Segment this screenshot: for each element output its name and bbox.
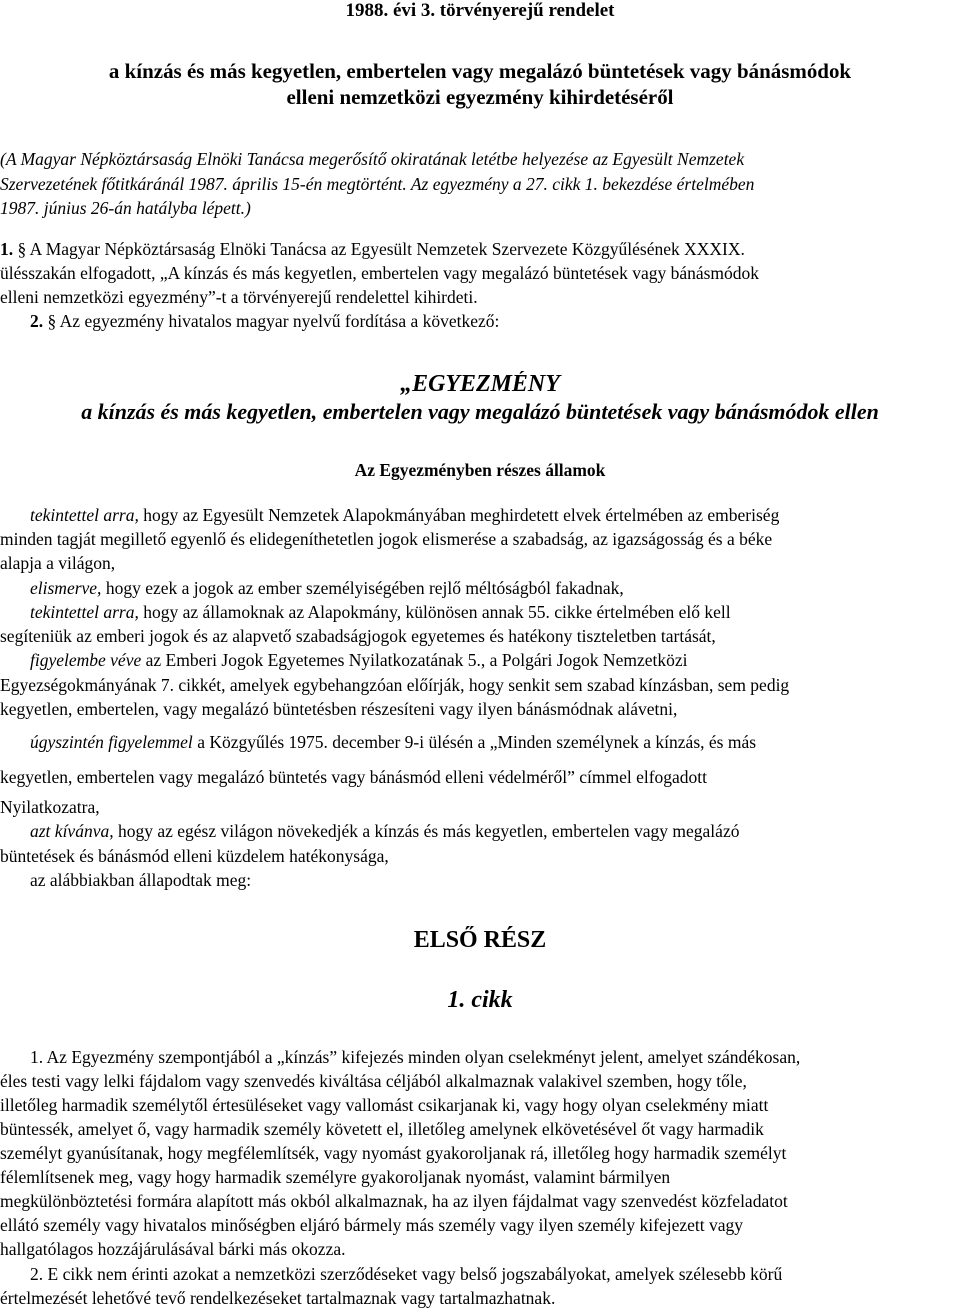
section-1-line1: 1. § A Magyar Népköztársaság Elnöki Tanácsa az Egyesült Nemzetek Szervezete Közgyűlésének XXXIX. — [0, 239, 745, 259]
part-title: ELSŐ RÉSZ — [413, 927, 547, 953]
recital-7-line: az alábbiakban állapodtak meg: — [30, 870, 252, 890]
article-1-paragraph-1-line4: büntessék, amelyet ő, vagy harmadik személy követett el, illetőleg amelynek elkövetésével őt vagy harmadik — [0, 1119, 764, 1139]
section-1-number: 1. — [0, 239, 14, 259]
parties-heading: Az Egyezményben részes államok — [354, 460, 606, 480]
document-subtitle-line2: elleni nemzetközi egyezmény kihirdetéséről — [286, 85, 674, 109]
section-1-line3: elleni nemzetközi egyezmény”-t a törvényerejű rendelettel kihirdeti. — [0, 287, 478, 307]
section-2-number: 2. — [30, 311, 44, 331]
recital-3-line1: tekintettel arra, hogy az államoknak az Alapokmány, különösen annak 55. cikke értelmében elő kell — [30, 602, 731, 622]
recital-3-line2: segíteniük az emberi jogok és az alapvető szabadságjogok egyetemes és hatékony tiszteletben tartását, — [0, 626, 716, 646]
recital-6-line2: büntetések és bánásmód elleni küzdelem hatékonysága, — [0, 846, 389, 866]
recital-5-line2: kegyetlen, embertelen vagy megalázó büntetés vagy bánásmód elleni védelméről” címmel elfogadott — [0, 767, 708, 787]
article-1-paragraph-1-line3: illetőleg harmadik személytől értesüléseket vagy vallomást csikarjanak ki, vagy hogy olyan cselekmény miatt — [0, 1095, 769, 1115]
convention-subtitle: a kínzás és más kegyetlen, embertelen vagy megalázó büntetések vagy bánásmódok ellen — [81, 399, 879, 424]
article-1-paragraph-1-line7: megkülönböztetési formára alapított más okból alkalmaznak, ha az ilyen fájdalmat vagy szenvedést közfeladatot — [0, 1191, 788, 1211]
recital-4-line1: figyelembe véve az Emberi Jogok Egyetemes Nyilatkozatának 5., a Polgári Jogok Nemzetközi — [30, 650, 688, 670]
article-1-paragraph-2-line2: értelmezését lehetővé tevő rendelkezéseket tartalmaznak vagy tartalmazhatnak. — [0, 1288, 556, 1308]
preamble-note-line2: Szervezetének főtitkáránál 1987. április 15-én megtörtént. Az egyezmény a 27. cikk 1. bekezdése értelmében — [0, 174, 755, 194]
preamble-note-line1: (A Magyar Népköztársaság Elnöki Tanácsa megerősítő okiratának letétbe helyezése az Egyesült Nemzetek — [0, 149, 745, 169]
document-subtitle-line1: a kínzás és más kegyetlen, embertelen vagy megalázó büntetések vagy bánásmódok — [108, 59, 852, 83]
article-1-paragraph-1-line6: félemlítsenek meg, vagy hogy harmadik személyre gyakoroljanak nyomást, valamint bármilyen — [0, 1167, 671, 1187]
recital-4-line3: kegyetlen, embertelen, vagy megalázó büntetésben részesíteni vagy ilyen bánásmódnak alávetni, — [0, 699, 678, 719]
article-1-paragraph-1-line5: személyt gyanúsítanak, hogy megfélemlítsék, vagy nyomást gyakoroljanak rá, illetőleg hogy harmadik személyt — [0, 1143, 787, 1163]
preamble-note-line3: 1987. június 26-án hatályba lépett.) — [0, 198, 251, 218]
article-1-paragraph-1-line8: ellátó személy vagy hivatalos minőségben eljáró bármely más személy vagy ilyen személy kifejezett vagy — [0, 1215, 744, 1235]
section-2-line1: 2. § Az egyezmény hivatalos magyar nyelvű fordítása a következő: — [30, 311, 500, 331]
document-title: 1988. évi 3. törvényerejű rendelet — [345, 0, 615, 21]
recital-1-line1: tekintettel arra, hogy az Egyesült Nemzetek Alapokmányában meghirdetett elvek értelmében az emberiség — [30, 505, 780, 525]
article-1-paragraph-1-line1: 1. Az Egyezmény szempontjából a „kínzás” kifejezés minden olyan cselekményt jelent, amelyet szándékosan, — [30, 1047, 801, 1067]
section-1-line2: ülésszakán elfogadott, „A kínzás és más kegyetlen, embertelen vagy megalázó büntetések vagy bánásmódok — [0, 263, 760, 283]
article-1-paragraph-2-line1: 2. E cikk nem érinti azokat a nemzetközi szerződéseket vagy belső jogszabályokat, amelyek szélesebb körű — [30, 1264, 783, 1284]
recital-5-line1: úgyszintén figyelemmel a Közgyűlés 1975. december 9-i ülésén a „Minden személynek a kínzás, és más — [30, 732, 757, 752]
convention-title: „EGYEZMÉNY — [400, 371, 560, 397]
recital-2-line1: elismerve, hogy ezek a jogok az ember személyiségében rejlő méltóságból fakadnak, — [30, 578, 624, 598]
article-1-paragraph-1-line9: hallgatólagos hozzájárulásával bárki más okozza. — [0, 1239, 346, 1259]
recital-6-line1: azt kívánva, hogy az egész világon növekedjék a kínzás és más kegyetlen, embertelen vagy megalázó — [30, 821, 740, 841]
article-1-paragraph-1-line2: éles testi vagy lelki fájdalom vagy szenvedés kiváltása céljából alkalmaznak valakivel szemben, hogy tőle, — [0, 1071, 747, 1091]
section-symbol-icon: § — [13, 239, 27, 259]
recital-1-line3: alapja a világon, — [0, 553, 116, 573]
article-title: 1. cikk — [447, 987, 513, 1013]
section-symbol-icon: § — [43, 311, 57, 331]
recital-5-line3: Nyilatkozatra, — [0, 797, 100, 817]
recital-4-line2: Egyezségokmányának 7. cikkét, amelyek egybehangzóan előírják, hogy senkit sem szabad kínzásban, sem pedig — [0, 675, 790, 695]
recital-1-line2: minden tagját megillető egyenlő és elidegeníthetetlen jogok elismerése a szabadság, az igazságosság és a béke — [0, 529, 773, 549]
